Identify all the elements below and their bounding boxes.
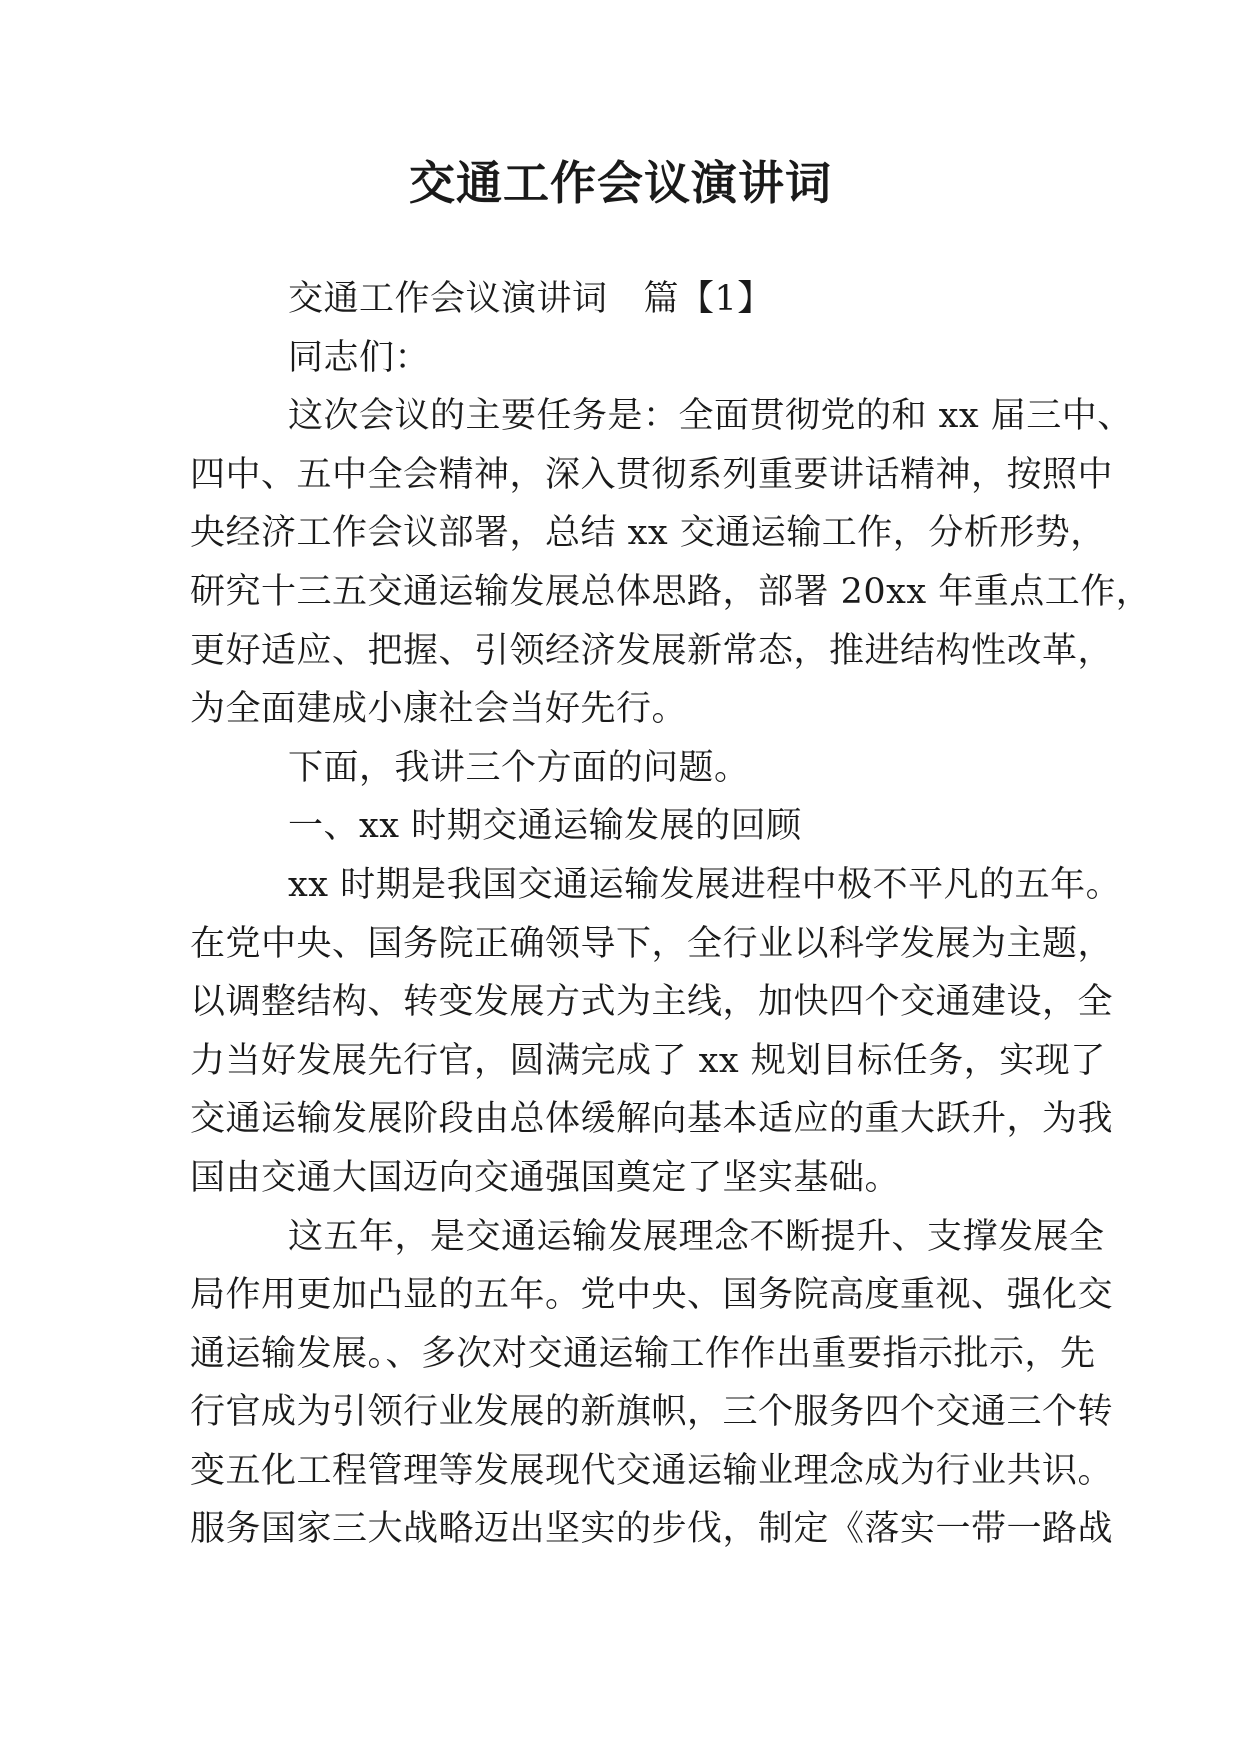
subsection-heading: 一、xx 时期交通运输发展的回顾 — [288, 806, 802, 847]
text-line: 央经济工作会议部署，总结 xx 交通运输工作，分析形势， — [190, 513, 1106, 554]
section-heading-part: 篇【1】 — [643, 279, 773, 319]
text-line: 行官成为引领行业发展的新旗帜，三个服务四个交通三个转 — [190, 1392, 1114, 1433]
text-line: 四中、五中全会精神，深入贯彻系列重要讲话精神，按照中 — [190, 454, 1114, 495]
text-line: 局作用更加凸显的五年。党中央、国务院高度重视、强化交 — [190, 1275, 1114, 1316]
salutation-line: 同志们： — [288, 337, 431, 378]
text-line: 更好适应、把握、引领经济发展新常态，推进结构性改革， — [190, 630, 1114, 671]
document-body — [190, 270, 1152, 1559]
text-line: 通运输发展。、多次对交通运输工作作出重要指示批示，先 — [190, 1333, 1096, 1374]
text-line: 研究十三五交通运输发展总体思路，部署 20xx 年重点工作， — [190, 571, 1152, 612]
text-line: 力当好发展先行官，圆满完成了 xx 规划目标任务，实现了 — [190, 1040, 1106, 1081]
text-line: 在党中央、国务院正确领导下，全行业以科学发展为主题， — [190, 923, 1114, 964]
text-line: 变五化工程管理等发展现代交通运输业理念成为行业共识。 — [190, 1450, 1114, 1491]
text-line: 国由交通大国迈向交通强国奠定了坚实基础。 — [190, 1157, 901, 1198]
text-line: 服务国家三大战略迈出坚实的步伐，制定《落实一带一路战 — [190, 1509, 1114, 1550]
text-line: 交通运输发展阶段由总体缓解向基本适应的重大跃升，为我 — [190, 1099, 1114, 1140]
section-heading-title: 交通工作会议演讲词 — [288, 279, 608, 319]
document-title: 交通工作会议演讲词 — [409, 156, 832, 210]
text-line: 为全面建成小康社会当好先行。 — [190, 689, 688, 730]
text-line: xx 时期是我国交通运输发展进程中极不平凡的五年。 — [288, 864, 1122, 905]
text-line: 这五年，是交通运输发展理念不断提升、支撑发展全 — [288, 1216, 1105, 1257]
text-line: 下面，我讲三个方面的问题。 — [288, 747, 750, 788]
section-heading — [190, 270, 1052, 329]
text-line: 这次会议的主要任务是：全面贯彻党的和 xx 届三中、 — [288, 396, 1133, 437]
text-line: 以调整结构、转变发展方式为主线，加快四个交通建设，全 — [190, 982, 1114, 1023]
